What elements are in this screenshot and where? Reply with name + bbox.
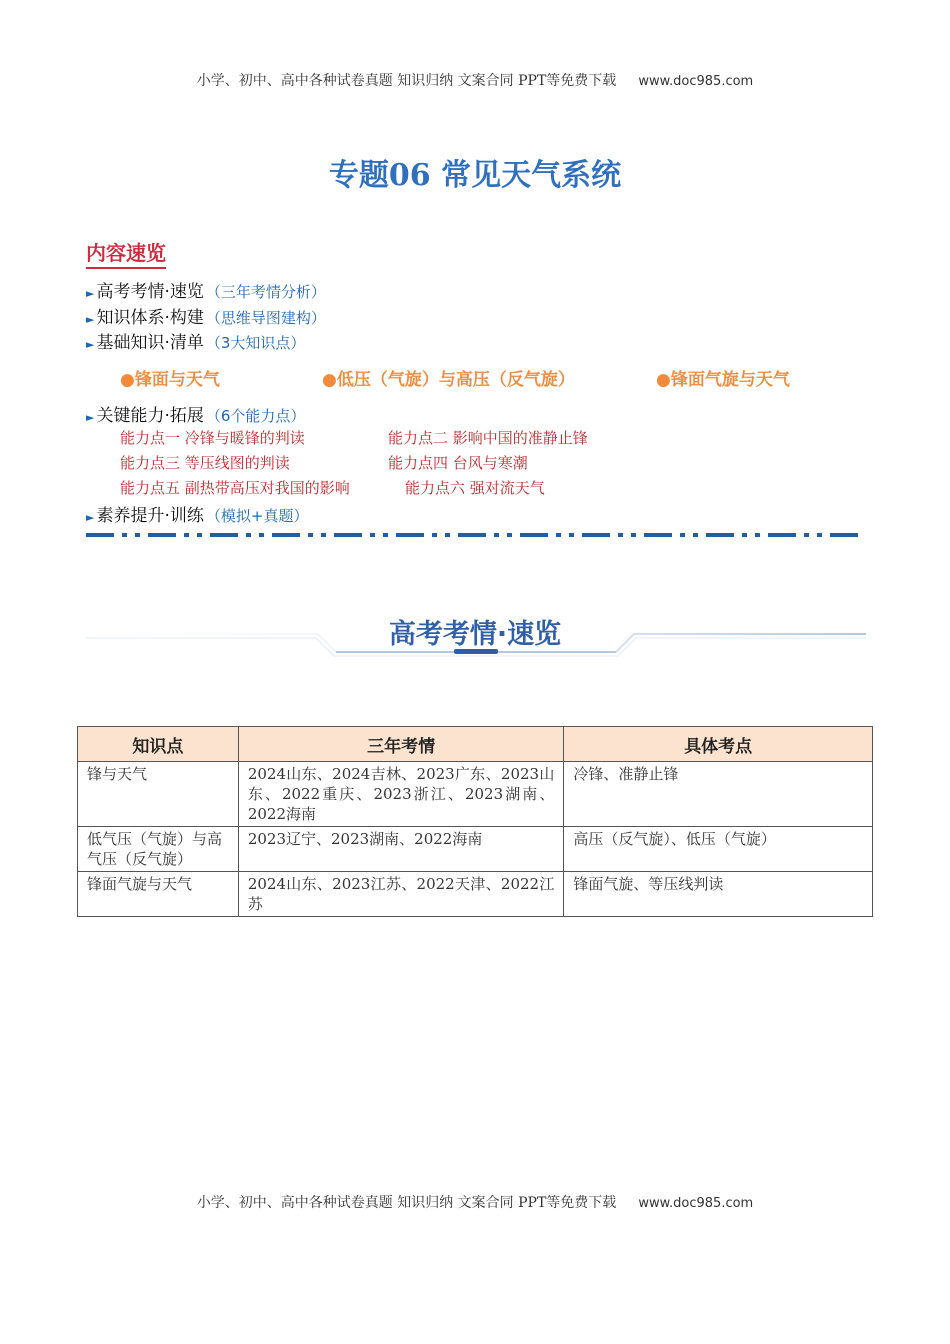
ability-point-4[interactable]: 能力点四 台风与寒潮 [388, 454, 528, 472]
table-cell: 冷锋、准静止锋 [564, 762, 873, 827]
toc-item-3[interactable] [86, 328, 305, 353]
table-header: 三年考情 [238, 727, 564, 762]
toc-item-4[interactable] [86, 401, 305, 426]
toc-item-sub: （思维导图建构） [205, 309, 326, 327]
arrow-icon: ► [86, 511, 95, 524]
toc-item-main: 知识体系·构建 [96, 308, 204, 328]
knowledge-point-1[interactable]: ●锋面与天气 [120, 370, 220, 390]
table-cell: 锋面气旋与天气 [78, 872, 239, 917]
toc-item-main: 高考考情·速览 [96, 282, 204, 302]
table-cell: 锋面气旋、等压线判读 [564, 872, 873, 917]
ability-point-5[interactable]: 能力点五 副热带高压对我国的影响 [120, 479, 350, 497]
arrow-icon: ► [86, 313, 95, 326]
arrow-icon: ► [86, 411, 95, 424]
table-cell: 2024山东、2023江苏、2022天津、2022江苏 [238, 872, 564, 917]
page-header [0, 70, 950, 90]
exam-analysis-table [77, 726, 873, 917]
table-cell: 低气压（气旋）与高气压（反气旋） [78, 827, 239, 872]
toc-item-sub: （模拟+真题） [205, 507, 309, 525]
table-header: 知识点 [78, 727, 239, 762]
ability-point-3[interactable]: 能力点三 等压线图的判读 [120, 454, 290, 472]
banner-title: 高考考情·速览 [388, 619, 562, 650]
table-header: 具体考点 [564, 727, 873, 762]
table-cell: 高压（反气旋）、低压（气旋） [564, 827, 873, 872]
arrow-icon: ► [86, 287, 95, 300]
toc-item-5[interactable] [86, 501, 308, 526]
header-text: 小学、初中、高中各种试卷真题 知识归纳 文案合同 PPT等免费下载 [196, 73, 617, 89]
page-title: 专题06 常见天气系统 [328, 158, 622, 193]
toc-item-2[interactable] [86, 303, 326, 328]
ability-point-1[interactable]: 能力点一 冷锋与暖锋的判读 [120, 429, 305, 447]
toc-item-sub: （三年考情分析） [205, 283, 326, 301]
toc-item-1[interactable] [86, 277, 326, 302]
table-row [78, 762, 873, 827]
table-cell: 锋与天气 [78, 762, 239, 827]
page-footer [0, 1192, 950, 1212]
table-header-row [78, 727, 873, 762]
table-row [78, 827, 873, 872]
overview-label: 内容速览 [86, 237, 166, 269]
knowledge-point-2[interactable]: ●低压（气旋）与高压（反气旋） [322, 370, 575, 390]
toc-item-sub: （6个能力点） [205, 407, 306, 425]
knowledge-point-3[interactable]: ●锋面气旋与天气 [656, 370, 790, 390]
table-row [78, 872, 873, 917]
toc-item-main: 素养提升·训练 [96, 506, 204, 526]
ability-point-6[interactable]: 能力点六 强对流天气 [405, 479, 545, 497]
header-url[interactable]: www.doc985.com [638, 74, 754, 89]
footer-url[interactable]: www.doc985.com [638, 1196, 754, 1211]
toc-item-main: 关键能力·拓展 [96, 406, 204, 426]
ability-point-2[interactable]: 能力点二 影响中国的准静止锋 [388, 429, 588, 447]
arrow-icon: ► [86, 338, 95, 351]
footer-text: 小学、初中、高中各种试卷真题 知识归纳 文案合同 PPT等免费下载 [196, 1195, 617, 1211]
toc-item-sub: （3大知识点） [205, 334, 306, 352]
dashed-divider [86, 531, 866, 539]
toc-item-main: 基础知识·清单 [96, 333, 204, 353]
table-cell: 2024山东、2024吉林、2023广东、2023山东、2022重庆、2023浙江、2023湖南、2022海南 [238, 762, 564, 827]
table-cell: 2023辽宁、2023湖南、2022海南 [238, 827, 564, 872]
